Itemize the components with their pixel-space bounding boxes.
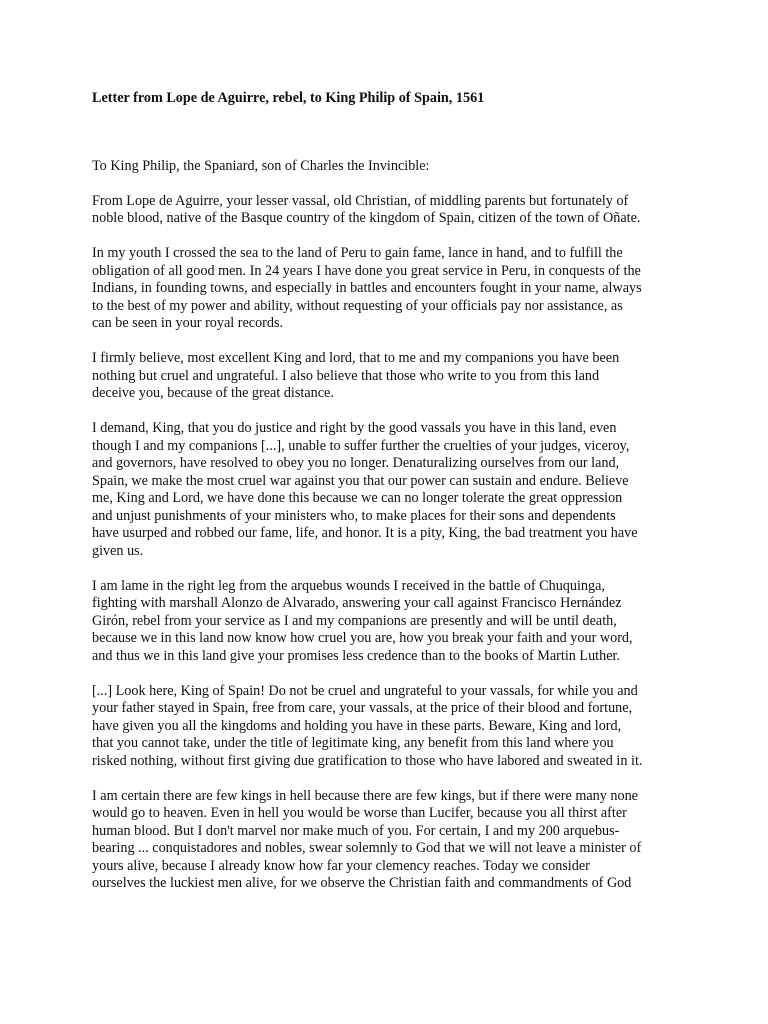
text-line: can be seen in your royal records. (92, 315, 284, 331)
text-line: I am lame in the right leg from the arquebus wounds I received in the battle of Chuquinga, (92, 577, 605, 594)
paragraph (92, 683, 692, 771)
text-line: and governors, have resolved to obey you no longer. Denaturalizing ourselves from our land, (92, 455, 620, 471)
text-line: In my youth I crossed the sea to the land of Peru to gain fame, lance in hand, and to fulfill the (92, 245, 623, 261)
document-title: Letter from Lope de Aguirre, rebel, to King Philip of Spain, 1561 (92, 90, 485, 106)
paragraph (92, 420, 692, 560)
text-line: deceive you, because of the great distance. (92, 385, 334, 401)
text-line: ourselves the luckiest men alive, for we observe the Christian faith and commandments of God (92, 875, 632, 891)
document-body (92, 158, 692, 893)
paragraph (92, 245, 692, 333)
text-line: to the best of my power and ability, without requesting of your officials pay nor assistance, as (92, 297, 623, 314)
text-line: and thus we in this land give your promises less credence than to the books of Martin Luther. (92, 647, 620, 664)
text-line: risked nothing, without first giving due gratification to those who have labored and sweated in it. (92, 752, 643, 769)
paragraph (92, 788, 692, 893)
text-line: noble blood, native of the Basque country of the kingdom of Spain, citizen of the town of Oñate. (92, 210, 641, 226)
text-line: human blood. But I don't marvel nor make much of you. For certain, I and my 200 arquebus- (92, 822, 620, 839)
text-line: Girón, rebel from your service as I and my companions are presently and will be until death, (92, 612, 617, 629)
text-line: I demand, King, that you do justice and right by the good vassals you have in this land, even (92, 420, 617, 436)
text-line: bearing ... conquistadores and nobles, swear solemnly to God that we will not leave a minister of (92, 840, 642, 856)
document-page (92, 90, 692, 910)
text-line: your father stayed in Spain, free from care, your vassals, at the price of their blood and fortune, (92, 700, 633, 716)
text-line: Indians, in founding towns, and especially in battles and encounters fought in your name, always (92, 280, 642, 296)
paragraph (92, 193, 692, 228)
text-line: though I and my companions [...], unable to suffer further the cruelties of your judges, viceroy, (92, 437, 630, 454)
paragraph (92, 158, 692, 176)
text-line: Spain, we make the most cruel war against you that our power can sustain and endure. Believe (92, 472, 629, 489)
text-line: I firmly believe, most excellent King and lord, that to me and my companions you have been (92, 350, 620, 366)
text-line: To King Philip, the Spaniard, son of Charles the Invincible: (92, 157, 430, 174)
text-line: [...] Look here, King of Spain! Do not be cruel and ungrateful to your vassals, for while you and (92, 682, 638, 699)
text-line: have usurped and robbed our fame, life, and honor. It is a pity, King, the bad treatment you have (92, 525, 638, 541)
text-line: nothing but cruel and ungrateful. I also believe that those who write to you from this land (92, 367, 600, 384)
text-line: yours alive, because I already know how far your clemency reaches. Today we consider (92, 857, 590, 874)
paragraph (92, 578, 692, 666)
text-line: I am certain there are few kings in hell because there are few kings, but if there were many none (92, 787, 638, 804)
text-line: that you cannot take, under the title of legitimate king, any benefit from this land where you (92, 735, 614, 751)
text-line: obligation of all good men. In 24 years I have done you great service in Peru, in conquests of the (92, 262, 641, 279)
text-line: because we in this land now know how cruel you are, how you break your faith and your word, (92, 630, 633, 646)
text-line: would go to heaven. Even in hell you would be worse than Lucifer, because you all thirst after (92, 805, 627, 821)
text-line: have given you all the kingdoms and holding you have in these parts. Beware, King and lord, (92, 717, 622, 734)
text-line: fighting with marshall Alonzo de Alvarado, answering your call against Francisco Hernández (92, 595, 622, 611)
text-line: given us. (92, 542, 144, 559)
text-line: me, King and Lord, we have done this because we can no longer tolerate the great oppression (92, 490, 623, 506)
text-line: From Lope de Aguirre, your lesser vassal, old Christian, of middling parents but fortunately of (92, 192, 629, 209)
paragraph (92, 350, 692, 403)
text-line: and unjust punishments of your ministers who, to make places for their sons and dependents (92, 507, 616, 524)
